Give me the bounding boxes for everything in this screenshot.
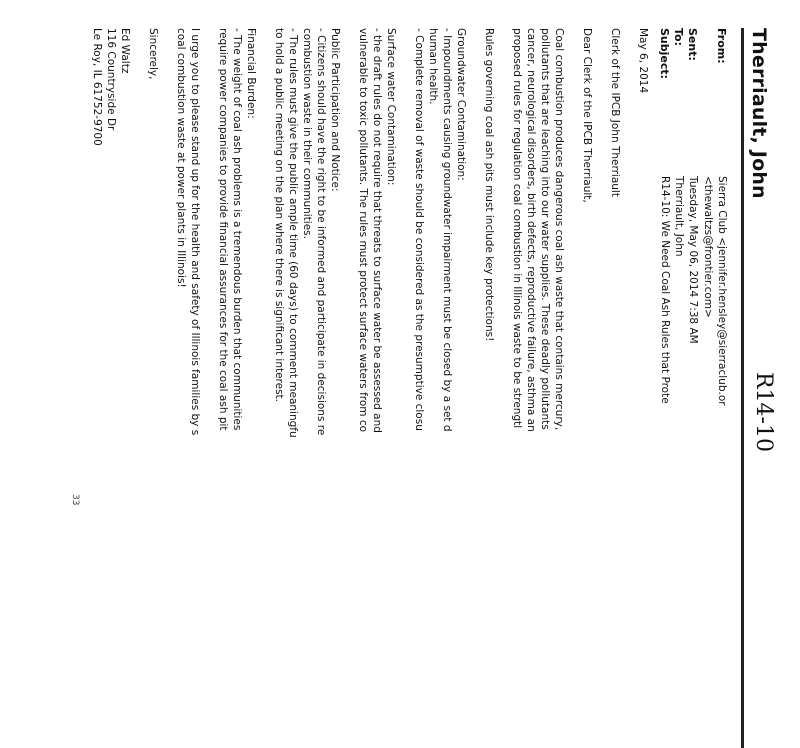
sent-value: Tuesday, May 06, 2014 7:38 AM bbox=[687, 176, 699, 344]
page-number: 33 bbox=[70, 494, 80, 506]
document-title: Therriault, John bbox=[748, 28, 770, 199]
from-label: From: bbox=[715, 28, 728, 64]
body-line: - the draft rules do not require that threats to surface water be assessed and bbox=[371, 28, 383, 433]
docket-code: R14-10 bbox=[751, 372, 776, 452]
to-label: To: bbox=[672, 28, 685, 46]
body-line: Rules governing coal ash pits must include key protections! bbox=[483, 28, 495, 342]
body-closing: Sincerely, bbox=[147, 28, 159, 80]
section-heading-groundwater: Groundwater Contamination: bbox=[455, 28, 467, 181]
signature-city: Le Roy, IL 61752-9700 bbox=[91, 28, 103, 146]
from-value: Sierra Club <jennifer.hensley@sierraclub.or bbox=[716, 176, 728, 406]
to-value: Therriault, John bbox=[673, 176, 685, 257]
body-line: human health. bbox=[427, 28, 439, 105]
body-line: I urge you to please stand up for the health and safety of Illinois families by s bbox=[189, 28, 201, 436]
body-line: require power companies to provide financial assurances for the coal ash pit bbox=[217, 28, 229, 431]
body-line: - Complete removal of waste should be considered as the presumptive closu bbox=[413, 28, 425, 431]
body-recipient: Clerk of the IPCB John Therriault bbox=[609, 28, 621, 197]
body-line: - Impoundments causing groundwater impairment must be closed by a set d bbox=[441, 28, 453, 432]
body-line: vulnerable to toxic pollutants. The rules must protect surface waters from co bbox=[357, 28, 369, 433]
body-line: - Citizens should have the right to be informed and participate in decisions re bbox=[315, 28, 327, 436]
section-heading-surface-water: Surface water Contamination: bbox=[385, 28, 397, 186]
signature-name: Ed Waltz bbox=[119, 28, 131, 74]
section-heading-public-participation: Public Participation and Notice: bbox=[329, 28, 341, 192]
section-heading-financial-burden: Financial Burden: bbox=[245, 28, 257, 119]
email-body bbox=[90, 28, 650, 608]
signature-address: 116 Countryside Dr bbox=[105, 28, 117, 131]
body-line: - The rules must give the public ample time (60 days) to comment meaningfu bbox=[287, 28, 299, 438]
from-value-address: <thewaltzs@frontier.com> bbox=[702, 176, 714, 318]
body-line: - The weight of coal ash problems is a tremendous burden that communities bbox=[231, 28, 243, 431]
body-line: to hold a public meeting on the plan where there is significant interest. bbox=[273, 28, 285, 403]
sent-label: Sent: bbox=[686, 28, 699, 61]
body-line: proposed rules for regulation coal combustion in Illinois waste to be strengtl bbox=[511, 28, 523, 429]
body-line: pollutants that are leaching into our water supplies. These deadly pollutants bbox=[539, 28, 551, 430]
body-line: cancer, neurological disorders, birth defects, reproductive failure, asthma an bbox=[525, 28, 537, 432]
body-line: combustion waste in their communities. bbox=[301, 28, 313, 239]
body-line: coal combustion waste at power plants in Illinois! bbox=[175, 28, 187, 288]
body-line: Coal combustion produces dangerous coal ash waste that contains mercury, bbox=[553, 28, 565, 431]
subject-value: R14-10: We Need Coal Ash Rules that Prote bbox=[659, 176, 671, 404]
body-date: May 6, 2014 bbox=[637, 28, 649, 94]
title-divider bbox=[741, 28, 744, 748]
body-salutation: Dear Clerk of the IPCB Therriault, bbox=[581, 28, 593, 203]
subject-label: Subject: bbox=[658, 28, 671, 80]
